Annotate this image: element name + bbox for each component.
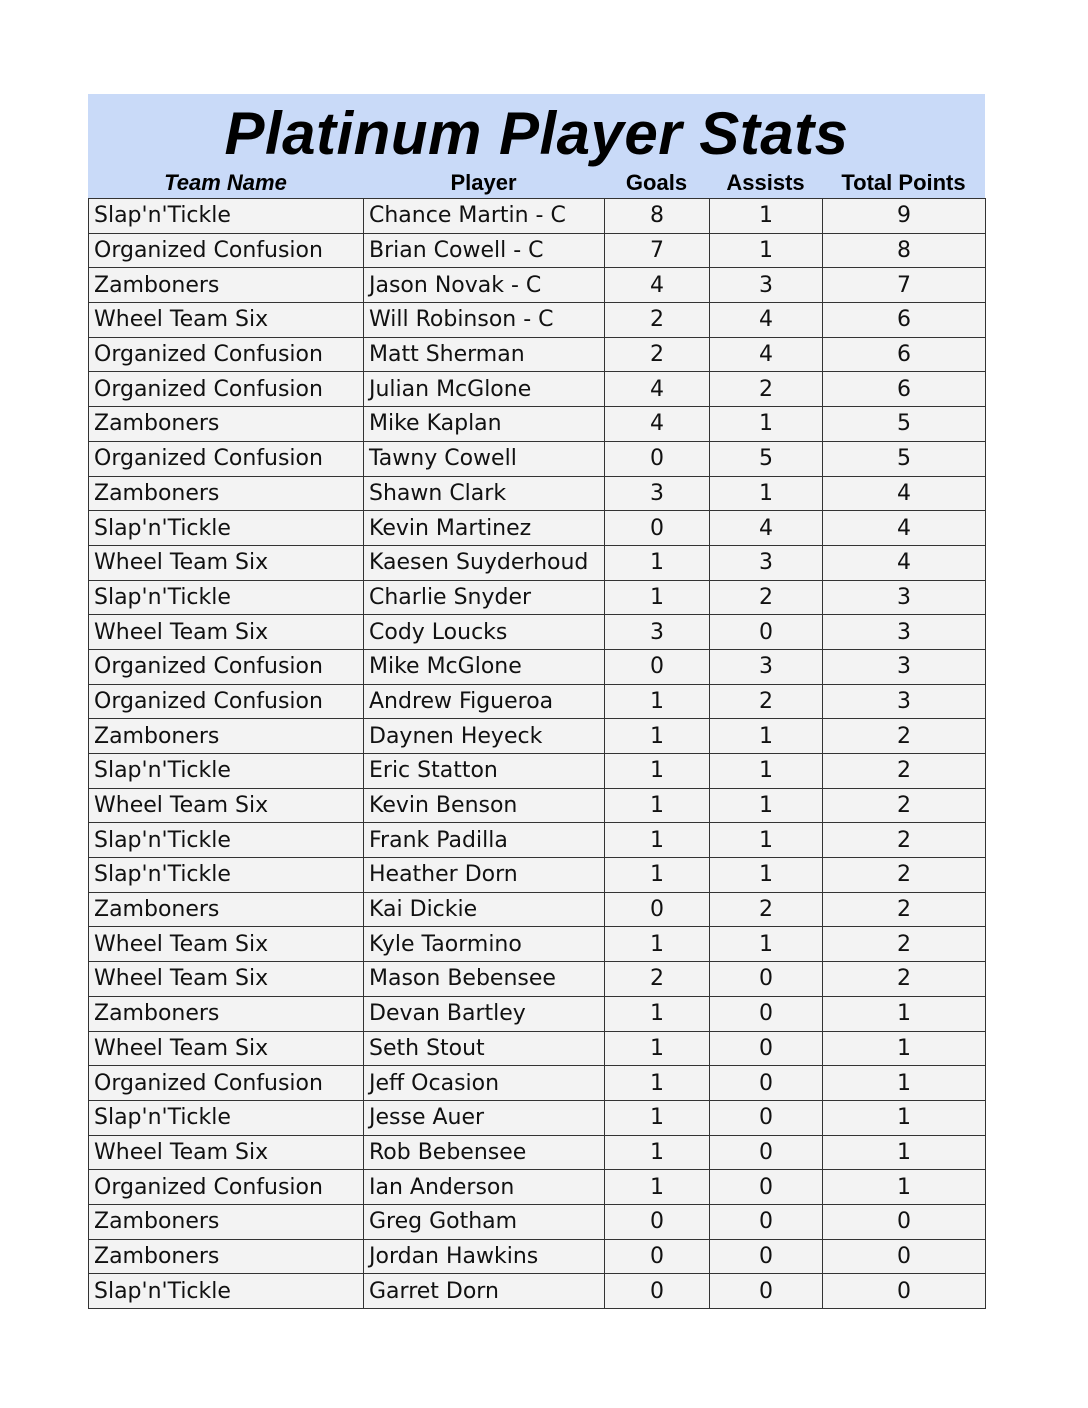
player-cell: Tawny Cowell [364, 441, 605, 476]
assists-cell: 2 [710, 684, 823, 719]
player-cell: Andrew Figueroa [364, 684, 605, 719]
table-row [89, 892, 986, 927]
table-row [89, 1100, 986, 1135]
team-name-cell: Zamboners [89, 407, 364, 442]
table-row [89, 337, 986, 372]
total-points-cell: 1 [823, 1100, 986, 1135]
table-row [89, 476, 986, 511]
column-header-total-points: Total Points [841, 170, 966, 195]
assists-cell: 1 [710, 788, 823, 823]
assists-cell: 3 [710, 545, 823, 580]
total-points-cell: 9 [823, 199, 986, 234]
goals-cell: 1 [605, 788, 710, 823]
goals-cell: 3 [605, 615, 710, 650]
team-name-cell: Organized Confusion [89, 1170, 364, 1205]
table-row [89, 1066, 986, 1101]
team-name-cell: Slap'n'Tickle [89, 1100, 364, 1135]
table-row [89, 719, 986, 754]
player-cell: Eric Statton [364, 754, 605, 789]
total-points-cell: 3 [823, 580, 986, 615]
assists-cell: 1 [710, 927, 823, 962]
assists-cell: 0 [710, 1204, 823, 1239]
assists-cell: 5 [710, 441, 823, 476]
player-cell: Daynen Heyeck [364, 719, 605, 754]
column-headers [88, 168, 985, 198]
table-row [89, 684, 986, 719]
table-row [89, 1135, 986, 1170]
assists-cell: 3 [710, 268, 823, 303]
table-row [89, 233, 986, 268]
team-name-cell: Wheel Team Six [89, 545, 364, 580]
table-row [89, 441, 986, 476]
assists-cell: 1 [710, 476, 823, 511]
player-cell: Jordan Hawkins [364, 1239, 605, 1274]
player-cell: Kevin Benson [364, 788, 605, 823]
assists-cell: 2 [710, 372, 823, 407]
total-points-cell: 2 [823, 754, 986, 789]
goals-cell: 1 [605, 545, 710, 580]
team-name-cell: Slap'n'Tickle [89, 580, 364, 615]
table-row [89, 303, 986, 338]
goals-cell: 1 [605, 580, 710, 615]
goals-cell: 2 [605, 303, 710, 338]
assists-cell: 0 [710, 1170, 823, 1205]
player-cell: Ian Anderson [364, 1170, 605, 1205]
total-points-cell: 6 [823, 372, 986, 407]
table-row [89, 962, 986, 997]
table-row [89, 545, 986, 580]
stats-table [88, 198, 986, 1309]
team-name-cell: Zamboners [89, 476, 364, 511]
team-name-cell: Zamboners [89, 892, 364, 927]
team-name-cell: Organized Confusion [89, 1066, 364, 1101]
assists-cell: 3 [710, 649, 823, 684]
total-points-cell: 2 [823, 788, 986, 823]
player-cell: Chance Martin - C [364, 199, 605, 234]
assists-cell: 1 [710, 407, 823, 442]
assists-cell: 0 [710, 1100, 823, 1135]
total-points-cell: 3 [823, 684, 986, 719]
player-cell: Matt Sherman [364, 337, 605, 372]
team-name-cell: Slap'n'Tickle [89, 511, 364, 546]
team-name-cell: Zamboners [89, 996, 364, 1031]
total-points-cell: 4 [823, 511, 986, 546]
table-row [89, 1170, 986, 1205]
table-row [89, 615, 986, 650]
team-name-cell: Slap'n'Tickle [89, 199, 364, 234]
goals-cell: 1 [605, 754, 710, 789]
assists-cell: 0 [710, 996, 823, 1031]
column-header-goals: Goals [625, 170, 688, 195]
team-name-cell: Organized Confusion [89, 372, 364, 407]
assists-cell: 0 [710, 1239, 823, 1274]
total-points-cell: 7 [823, 268, 986, 303]
assists-cell: 0 [710, 1031, 823, 1066]
table-row [89, 199, 986, 234]
table-row [89, 372, 986, 407]
total-points-cell: 1 [823, 996, 986, 1031]
table-row [89, 1274, 986, 1309]
player-cell: Kyle Taormino [364, 927, 605, 962]
team-name-cell: Organized Confusion [89, 337, 364, 372]
goals-cell: 0 [605, 1239, 710, 1274]
player-cell: Seth Stout [364, 1031, 605, 1066]
total-points-cell: 2 [823, 823, 986, 858]
table-row [89, 927, 986, 962]
player-cell: Frank Padilla [364, 823, 605, 858]
goals-cell: 0 [605, 1274, 710, 1309]
team-name-cell: Slap'n'Tickle [89, 1274, 364, 1309]
goals-cell: 0 [605, 649, 710, 684]
goals-cell: 8 [605, 199, 710, 234]
assists-cell: 4 [710, 303, 823, 338]
goals-cell: 1 [605, 684, 710, 719]
player-cell: Garret Dorn [364, 1274, 605, 1309]
team-name-cell: Organized Confusion [89, 441, 364, 476]
table-row [89, 754, 986, 789]
total-points-cell: 1 [823, 1170, 986, 1205]
team-name-cell: Wheel Team Six [89, 303, 364, 338]
player-cell: Devan Bartley [364, 996, 605, 1031]
total-points-cell: 6 [823, 337, 986, 372]
table-row [89, 268, 986, 303]
team-name-cell: Wheel Team Six [89, 1031, 364, 1066]
total-points-cell: 0 [823, 1204, 986, 1239]
table-row [89, 788, 986, 823]
goals-cell: 1 [605, 719, 710, 754]
team-name-cell: Zamboners [89, 1239, 364, 1274]
goals-cell: 1 [605, 1031, 710, 1066]
goals-cell: 0 [605, 511, 710, 546]
team-name-cell: Zamboners [89, 719, 364, 754]
total-points-cell: 0 [823, 1274, 986, 1309]
team-name-cell: Wheel Team Six [89, 1135, 364, 1170]
column-header-player: Player [450, 170, 517, 195]
goals-cell: 7 [605, 233, 710, 268]
team-name-cell: Slap'n'Tickle [89, 823, 364, 858]
player-cell: Kai Dickie [364, 892, 605, 927]
goals-cell: 4 [605, 407, 710, 442]
player-cell: Kaesen Suyderhoud [364, 545, 605, 580]
total-points-cell: 6 [823, 303, 986, 338]
total-points-cell: 5 [823, 441, 986, 476]
total-points-cell: 2 [823, 858, 986, 893]
total-points-cell: 2 [823, 927, 986, 962]
team-name-cell: Zamboners [89, 268, 364, 303]
team-name-cell: Wheel Team Six [89, 615, 364, 650]
player-cell: Mike Kaplan [364, 407, 605, 442]
goals-cell: 0 [605, 892, 710, 927]
player-cell: Greg Gotham [364, 1204, 605, 1239]
goals-cell: 1 [605, 927, 710, 962]
assists-cell: 1 [710, 754, 823, 789]
total-points-cell: 3 [823, 615, 986, 650]
stats-table-body [89, 199, 986, 1309]
assists-cell: 0 [710, 962, 823, 997]
goals-cell: 1 [605, 858, 710, 893]
player-cell: Mike McGlone [364, 649, 605, 684]
team-name-cell: Organized Confusion [89, 649, 364, 684]
page-title: Platinum Player Stats [224, 100, 849, 167]
player-cell: Mason Bebensee [364, 962, 605, 997]
goals-cell: 1 [605, 1170, 710, 1205]
total-points-cell: 0 [823, 1239, 986, 1274]
player-cell: Heather Dorn [364, 858, 605, 893]
assists-cell: 1 [710, 233, 823, 268]
table-row [89, 1204, 986, 1239]
table-row [89, 823, 986, 858]
table-row [89, 407, 986, 442]
stats-sheet [88, 94, 985, 1309]
goals-cell: 4 [605, 268, 710, 303]
total-points-cell: 5 [823, 407, 986, 442]
goals-cell: 1 [605, 1100, 710, 1135]
column-header-assists: Assists [726, 170, 805, 195]
team-name-cell: Zamboners [89, 1204, 364, 1239]
assists-cell: 1 [710, 858, 823, 893]
player-cell: Brian Cowell - C [364, 233, 605, 268]
player-cell: Jesse Auer [364, 1100, 605, 1135]
total-points-cell: 3 [823, 649, 986, 684]
table-row [89, 996, 986, 1031]
goals-cell: 2 [605, 962, 710, 997]
column-header-team: Team Name [164, 170, 287, 195]
assists-cell: 2 [710, 892, 823, 927]
team-name-cell: Organized Confusion [89, 233, 364, 268]
assists-cell: 4 [710, 337, 823, 372]
team-name-cell: Wheel Team Six [89, 962, 364, 997]
team-name-cell: Wheel Team Six [89, 788, 364, 823]
player-cell: Kevin Martinez [364, 511, 605, 546]
total-points-cell: 2 [823, 962, 986, 997]
goals-cell: 1 [605, 996, 710, 1031]
table-row [89, 1031, 986, 1066]
assists-cell: 2 [710, 580, 823, 615]
goals-cell: 0 [605, 1204, 710, 1239]
team-name-cell: Slap'n'Tickle [89, 754, 364, 789]
total-points-cell: 4 [823, 545, 986, 580]
total-points-cell: 2 [823, 892, 986, 927]
total-points-cell: 1 [823, 1135, 986, 1170]
table-row [89, 858, 986, 893]
goals-cell: 1 [605, 1066, 710, 1101]
goals-cell: 0 [605, 441, 710, 476]
assists-cell: 0 [710, 1135, 823, 1170]
goals-cell: 1 [605, 1135, 710, 1170]
total-points-cell: 4 [823, 476, 986, 511]
total-points-cell: 1 [823, 1031, 986, 1066]
player-cell: Rob Bebensee [364, 1135, 605, 1170]
player-cell: Will Robinson - C [364, 303, 605, 338]
table-row [89, 511, 986, 546]
team-name-cell: Organized Confusion [89, 684, 364, 719]
team-name-cell: Wheel Team Six [89, 927, 364, 962]
table-row [89, 649, 986, 684]
header-block [88, 94, 985, 198]
player-cell: Julian McGlone [364, 372, 605, 407]
player-cell: Charlie Snyder [364, 580, 605, 615]
assists-cell: 1 [710, 199, 823, 234]
player-cell: Shawn Clark [364, 476, 605, 511]
assists-cell: 1 [710, 823, 823, 858]
total-points-cell: 1 [823, 1066, 986, 1101]
total-points-cell: 2 [823, 719, 986, 754]
assists-cell: 4 [710, 511, 823, 546]
assists-cell: 1 [710, 719, 823, 754]
player-cell: Jason Novak - C [364, 268, 605, 303]
table-row [89, 1239, 986, 1274]
goals-cell: 2 [605, 337, 710, 372]
table-row [89, 580, 986, 615]
assists-cell: 0 [710, 615, 823, 650]
goals-cell: 3 [605, 476, 710, 511]
total-points-cell: 8 [823, 233, 986, 268]
player-cell: Jeff Ocasion [364, 1066, 605, 1101]
assists-cell: 0 [710, 1274, 823, 1309]
goals-cell: 1 [605, 823, 710, 858]
goals-cell: 4 [605, 372, 710, 407]
player-cell: Cody Loucks [364, 615, 605, 650]
team-name-cell: Slap'n'Tickle [89, 858, 364, 893]
assists-cell: 0 [710, 1066, 823, 1101]
